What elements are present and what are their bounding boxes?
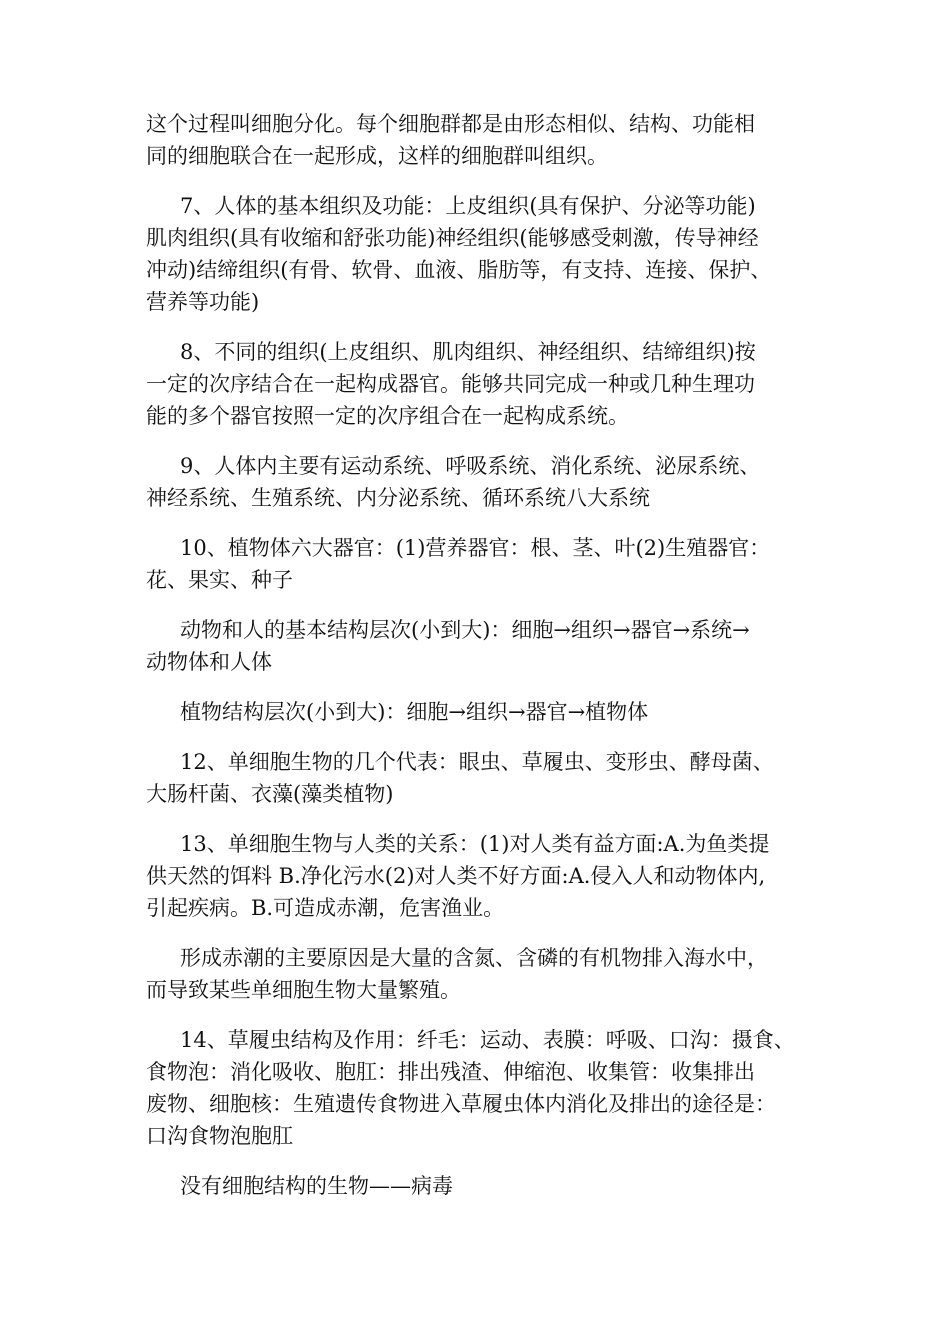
text-line: 食物泡：消化吸收、胞肛：排出残渣、伸缩泡、收集管：收集排出 [146, 1060, 755, 1084]
text-line: 13、单细胞生物与人类的关系：(1)对人类有益方面:A.为鱼类提 [180, 832, 770, 856]
text-line: 8、不同的组织(上皮组织、肌肉组织、神经组织、结缔组织)按 [180, 340, 756, 364]
paragraph-item-10 [146, 532, 826, 596]
text-line: 这个过程叫细胞分化。每个细胞群都是由形态相似、结构、功能相 [146, 112, 755, 136]
text-line: 大肠杆菌、衣藻(藻类植物) [146, 782, 394, 806]
text-line: 7、人体的基本组织及功能：上皮组织(具有保护、分泌等功能) [180, 194, 756, 218]
text-line: 一定的次序结合在一起构成器官。能够共同完成一种或几种生理功 [146, 372, 755, 396]
text-line: 营养等功能) [146, 290, 260, 314]
text-line: 同的细胞联合在一起形成，这样的细胞群叫组织。 [146, 144, 608, 168]
text-line: 动物和人的基本结构层次(小到大)：细胞→组织→器官→系统→ [180, 618, 750, 642]
text-line: 没有细胞结构的生物——病毒 [180, 1174, 453, 1198]
paragraph-item-7 [146, 190, 826, 318]
text-line: 肌肉组织(具有收缩和舒张功能)神经组织(能够感受刺激，传导神经 [146, 226, 759, 250]
text-line: 14、草履虫结构及作用：纤毛：运动、表膜：呼吸、口沟：摄食、 [180, 1028, 795, 1052]
text-line: 植物结构层次(小到大)：细胞→组织→器官→植物体 [180, 700, 649, 724]
paragraph-red-tide-cause [146, 942, 826, 1006]
paragraph-item-8 [146, 336, 826, 432]
text-line: 9、人体内主要有运动系统、呼吸系统、消化系统、泌尿系统、 [180, 454, 761, 478]
text-line: 动物体和人体 [146, 650, 272, 674]
text-line: 供天然的饵料 B.净化污水(2)对人类不好方面:A.侵入人和动物体内, [146, 864, 766, 888]
paragraph-item-13 [146, 828, 826, 924]
paragraph-item-14 [146, 1024, 826, 1152]
text-line: 10、植物体六大器官：(1)营养器官：根、茎、叶(2)生殖器官： [180, 536, 771, 560]
text-line: 神经系统、生殖系统、内分泌系统、循环系统八大系统 [146, 486, 650, 510]
text-line: 能的多个器官按照一定的次序组合在一起构成系统。 [146, 404, 629, 428]
paragraph-virus [146, 1170, 826, 1202]
paragraph-item-9 [146, 450, 826, 514]
paragraph-animal-structure-levels [146, 614, 826, 678]
paragraph-plant-structure-levels [146, 696, 826, 728]
text-line: 花、果实、种子 [146, 568, 293, 592]
text-line: 形成赤潮的主要原因是大量的含氮、含磷的有机物排入海水中， [180, 946, 768, 970]
text-line: 废物、细胞核：生殖遗传食物进入草履虫体内消化及排出的途径是： [146, 1092, 776, 1116]
text-line: 冲动)结缔组织(有骨、软骨、血液、脂肪等，有支持、连接、保护、 [146, 258, 772, 282]
text-line: 而导致某些单细胞生物大量繁殖。 [146, 978, 461, 1002]
text-line: 12、单细胞生物的几个代表：眼虫、草履虫、变形虫、酵母菌、 [180, 750, 774, 774]
document-body [146, 108, 826, 1220]
text-line: 口沟食物泡胞肛 [146, 1124, 293, 1148]
text-line: 引起疾病。B.可造成赤潮，危害渔业。 [146, 896, 505, 920]
paragraph-item-12 [146, 746, 826, 810]
paragraph-cell-differentiation [146, 108, 826, 172]
